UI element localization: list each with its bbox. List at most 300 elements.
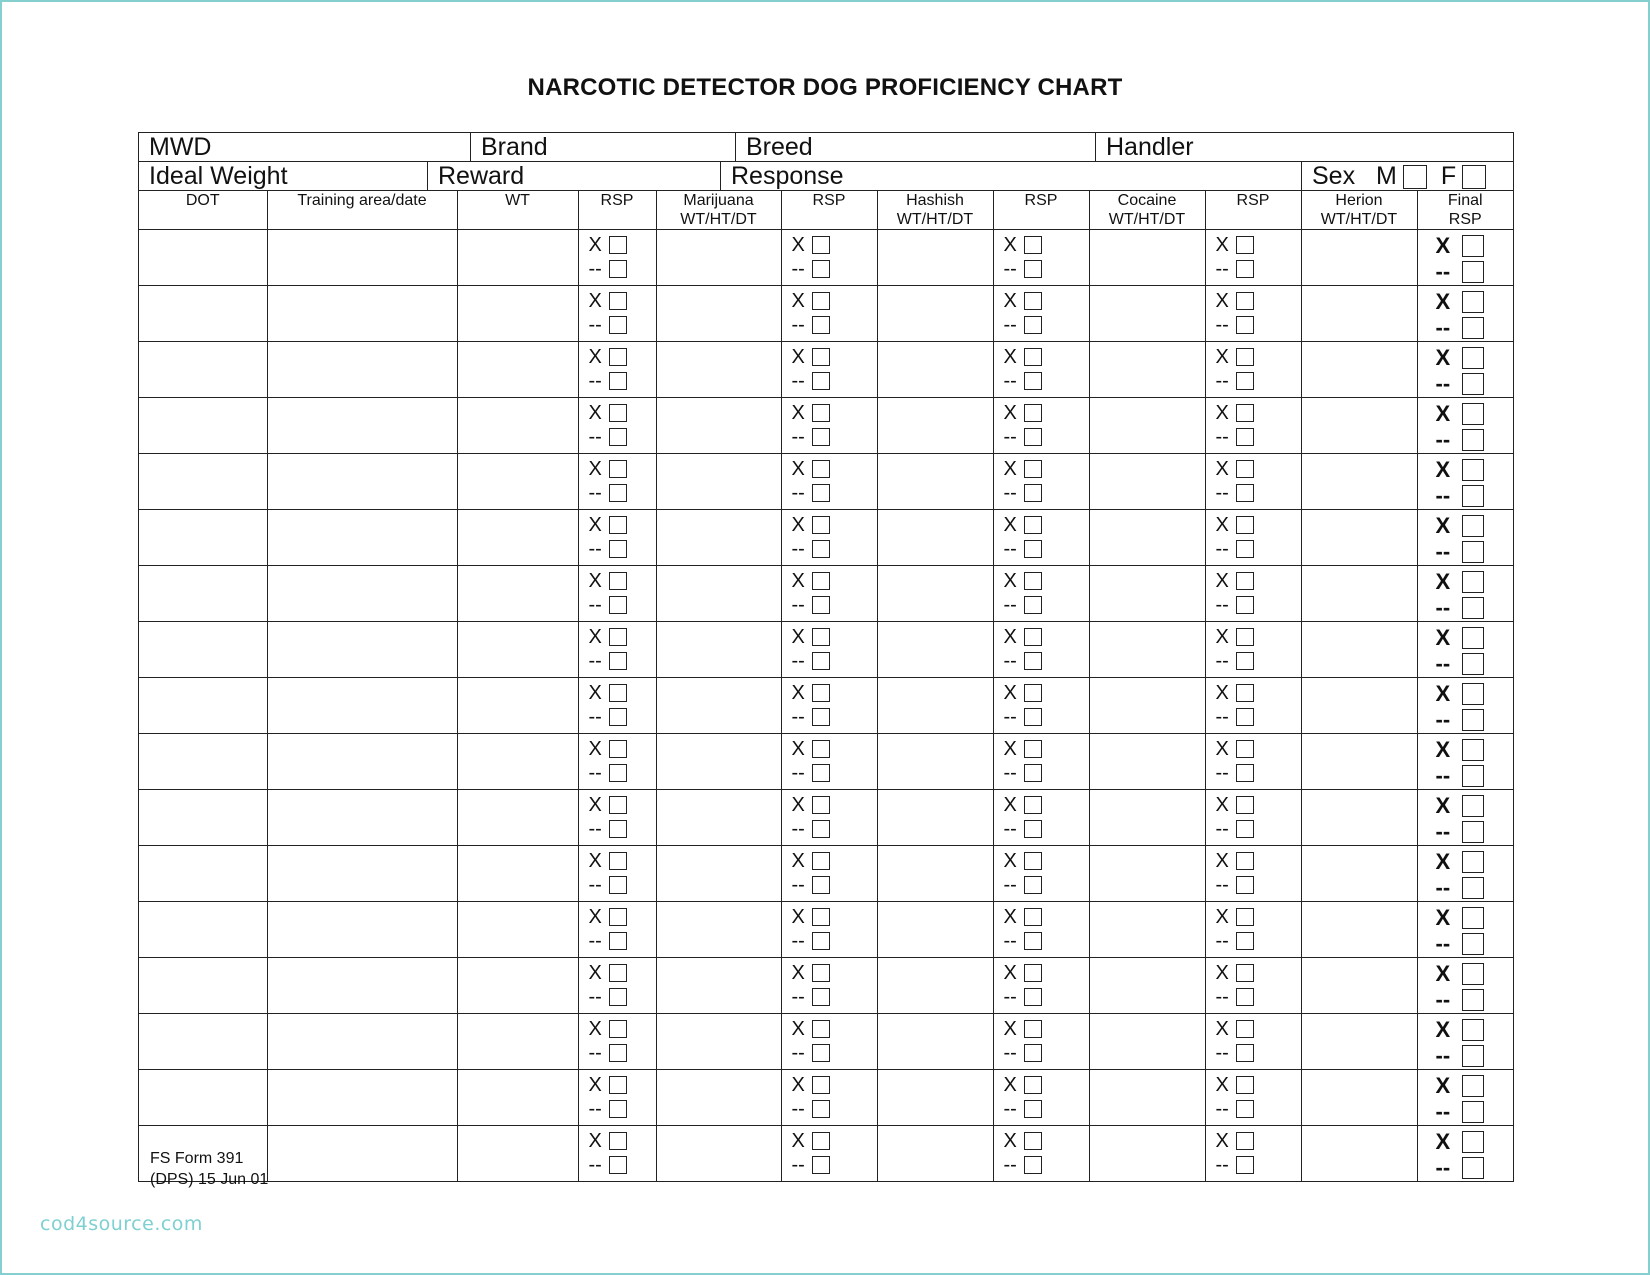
entry-cell[interactable] [877, 510, 993, 566]
entry-cell[interactable] [656, 1014, 781, 1070]
entry-cell[interactable] [656, 230, 781, 286]
negative-checkbox[interactable] [609, 932, 627, 950]
positive-checkbox[interactable] [609, 348, 627, 366]
entry-cell[interactable] [656, 510, 781, 566]
positive-checkbox[interactable] [1462, 1019, 1484, 1041]
entry-cell[interactable] [267, 1126, 457, 1182]
handler-field[interactable]: Handler [1106, 133, 1194, 161]
negative-checkbox[interactable] [1236, 1100, 1254, 1118]
entry-cell[interactable] [1089, 1070, 1205, 1126]
negative-checkbox[interactable] [1462, 485, 1484, 507]
negative-mark: -- [791, 985, 805, 1008]
positive-checkbox[interactable] [1462, 571, 1484, 593]
negative-checkbox[interactable] [812, 652, 830, 670]
negative-checkbox[interactable] [1236, 988, 1254, 1006]
entry-cell[interactable] [1301, 510, 1417, 566]
entry-cell[interactable] [139, 1070, 267, 1126]
positive-checkbox[interactable] [1024, 1020, 1042, 1038]
negative-checkbox[interactable] [1024, 484, 1042, 502]
entry-cell[interactable] [1089, 342, 1205, 398]
negative-checkbox[interactable] [812, 484, 830, 502]
reward-field[interactable]: Reward [428, 162, 721, 190]
positive-checkbox[interactable] [1462, 459, 1484, 481]
entry-cell[interactable] [1301, 790, 1417, 846]
entry-cell[interactable] [139, 510, 267, 566]
entry-cell[interactable] [267, 622, 457, 678]
entry-cell[interactable] [267, 510, 457, 566]
negative-checkbox[interactable] [1462, 1045, 1484, 1067]
positive-checkbox[interactable] [812, 516, 830, 534]
entry-cell[interactable] [877, 1126, 993, 1182]
negative-checkbox[interactable] [1462, 709, 1484, 731]
negative-checkbox[interactable] [1024, 316, 1042, 334]
entry-cell[interactable] [656, 1070, 781, 1126]
negative-checkbox[interactable] [1462, 317, 1484, 339]
form-date: (DPS) 15 Jun 01 [150, 1171, 269, 1188]
entry-cell[interactable] [139, 734, 267, 790]
entry-cell[interactable] [1089, 286, 1205, 342]
entry-cell[interactable] [1089, 1126, 1205, 1182]
positive-checkbox[interactable] [1236, 684, 1254, 702]
positive-checkbox[interactable] [812, 292, 830, 310]
entry-cell[interactable] [1301, 342, 1417, 398]
positive-checkbox[interactable] [609, 964, 627, 982]
entry-cell[interactable] [656, 454, 781, 510]
entry-cell[interactable] [656, 734, 781, 790]
positive-checkbox[interactable] [1462, 739, 1484, 761]
negative-checkbox[interactable] [812, 596, 830, 614]
positive-checkbox[interactable] [1236, 404, 1254, 422]
positive-checkbox[interactable] [1024, 964, 1042, 982]
entry-cell[interactable] [267, 902, 457, 958]
entry-cell[interactable] [1089, 566, 1205, 622]
positive-checkbox[interactable] [1236, 1020, 1254, 1038]
entry-cell[interactable] [656, 286, 781, 342]
positive-checkbox[interactable] [1024, 460, 1042, 478]
entry-cell[interactable] [656, 678, 781, 734]
entry-cell[interactable] [1301, 398, 1417, 454]
entry-cell[interactable] [457, 566, 578, 622]
positive-checkbox[interactable] [812, 404, 830, 422]
negative-checkbox[interactable] [812, 428, 830, 446]
positive-checkbox[interactable] [1462, 1131, 1484, 1153]
entry-cell[interactable] [457, 398, 578, 454]
entry-cell[interactable] [457, 734, 578, 790]
entry-cell[interactable] [139, 846, 267, 902]
entry-cell[interactable] [457, 1126, 578, 1182]
entry-cell[interactable] [267, 454, 457, 510]
positive-checkbox[interactable] [812, 460, 830, 478]
positive-checkbox[interactable] [1024, 852, 1042, 870]
entry-cell[interactable] [877, 958, 993, 1014]
positive-checkbox[interactable] [609, 460, 627, 478]
entry-cell[interactable] [656, 342, 781, 398]
negative-checkbox[interactable] [1236, 1044, 1254, 1062]
entry-cell[interactable] [1301, 734, 1417, 790]
entry-cell[interactable] [267, 734, 457, 790]
entry-cell[interactable] [1301, 902, 1417, 958]
entry-cell[interactable] [877, 566, 993, 622]
negative-checkbox[interactable] [609, 316, 627, 334]
positive-checkbox[interactable] [1024, 292, 1042, 310]
negative-checkbox[interactable] [1024, 596, 1042, 614]
positive-checkbox[interactable] [1024, 628, 1042, 646]
entry-cell[interactable] [457, 790, 578, 846]
entry-cell[interactable] [1301, 846, 1417, 902]
entry-cell[interactable] [1089, 510, 1205, 566]
entry-cell[interactable] [267, 342, 457, 398]
entry-cell[interactable] [1089, 230, 1205, 286]
positive-checkbox[interactable] [609, 796, 627, 814]
negative-checkbox[interactable] [1024, 372, 1042, 390]
entry-cell[interactable] [877, 678, 993, 734]
positive-checkbox[interactable] [1462, 683, 1484, 705]
negative-checkbox[interactable] [1236, 316, 1254, 334]
negative-checkbox[interactable] [1236, 820, 1254, 838]
entry-cell[interactable] [877, 734, 993, 790]
positive-checkbox[interactable] [1236, 460, 1254, 478]
negative-checkbox[interactable] [609, 260, 627, 278]
entry-cell[interactable] [1301, 454, 1417, 510]
positive-checkbox[interactable] [1462, 235, 1484, 257]
entry-cell[interactable] [656, 958, 781, 1014]
negative-checkbox[interactable] [812, 820, 830, 838]
negative-checkbox[interactable] [1236, 1156, 1254, 1174]
positive-checkbox[interactable] [609, 1132, 627, 1150]
entry-cell[interactable] [457, 510, 578, 566]
positive-checkbox[interactable] [1462, 403, 1484, 425]
entry-cell[interactable] [877, 1070, 993, 1126]
positive-checkbox[interactable] [1462, 851, 1484, 873]
negative-checkbox[interactable] [1462, 373, 1484, 395]
negative-checkbox[interactable] [1024, 1156, 1042, 1174]
entry-cell[interactable] [1301, 622, 1417, 678]
entry-cell[interactable] [656, 902, 781, 958]
positive-checkbox[interactable] [609, 404, 627, 422]
entry-cell[interactable] [1301, 1126, 1417, 1182]
negative-checkbox[interactable] [1236, 540, 1254, 558]
negative-checkbox[interactable] [609, 708, 627, 726]
negative-checkbox[interactable] [609, 1100, 627, 1118]
positive-checkbox[interactable] [812, 1020, 830, 1038]
positive-checkbox[interactable] [1024, 740, 1042, 758]
entry-cell[interactable] [267, 398, 457, 454]
negative-mark: -- [791, 705, 805, 728]
entry-cell[interactable] [1089, 622, 1205, 678]
positive-checkbox[interactable] [609, 852, 627, 870]
entry-cell[interactable] [139, 566, 267, 622]
negative-checkbox[interactable] [1024, 260, 1042, 278]
negative-checkbox[interactable] [1462, 821, 1484, 843]
negative-checkbox[interactable] [609, 540, 627, 558]
entry-cell[interactable] [1089, 902, 1205, 958]
entry-cell[interactable] [457, 846, 578, 902]
entry-cell[interactable] [457, 1014, 578, 1070]
negative-checkbox[interactable] [1024, 1100, 1042, 1118]
entry-cell[interactable] [877, 1014, 993, 1070]
positive-checkbox[interactable] [1462, 291, 1484, 313]
positive-checkbox[interactable] [609, 684, 627, 702]
entry-cell[interactable] [139, 454, 267, 510]
negative-checkbox[interactable] [1462, 933, 1484, 955]
entry-cell[interactable] [457, 678, 578, 734]
entry-cell[interactable] [457, 902, 578, 958]
entry-cell[interactable] [267, 678, 457, 734]
negative-checkbox[interactable] [812, 708, 830, 726]
male-checkbox[interactable] [1403, 165, 1427, 189]
positive-checkbox[interactable] [1462, 795, 1484, 817]
negative-checkbox[interactable] [1024, 988, 1042, 1006]
response-field[interactable]: Response [721, 162, 1302, 190]
female-checkbox[interactable] [1462, 165, 1486, 189]
entry-cell[interactable] [1301, 958, 1417, 1014]
positive-checkbox[interactable] [609, 1020, 627, 1038]
positive-checkbox[interactable] [1024, 908, 1042, 926]
entry-cell[interactable] [457, 1070, 578, 1126]
entry-cell[interactable] [139, 398, 267, 454]
positive-checkbox[interactable] [812, 684, 830, 702]
negative-checkbox[interactable] [812, 540, 830, 558]
entry-cell[interactable] [139, 1014, 267, 1070]
negative-checkbox[interactable] [1024, 708, 1042, 726]
positive-checkbox[interactable] [1024, 796, 1042, 814]
negative-checkbox[interactable] [1236, 260, 1254, 278]
negative-checkbox[interactable] [1462, 765, 1484, 787]
positive-checkbox[interactable] [609, 628, 627, 646]
positive-checkbox[interactable] [1236, 236, 1254, 254]
entry-cell[interactable] [1301, 1070, 1417, 1126]
positive-checkbox[interactable] [1236, 740, 1254, 758]
entry-cell[interactable] [1089, 790, 1205, 846]
entry-cell[interactable] [457, 454, 578, 510]
entry-cell[interactable] [877, 230, 993, 286]
negative-checkbox[interactable] [1024, 820, 1042, 838]
entry-cell[interactable] [267, 1070, 457, 1126]
ideal-weight-field[interactable]: Ideal Weight [139, 162, 428, 190]
positive-checkbox[interactable] [1236, 852, 1254, 870]
positive-checkbox[interactable] [812, 1132, 830, 1150]
entry-cell[interactable] [139, 678, 267, 734]
entry-cell[interactable] [656, 566, 781, 622]
negative-checkbox[interactable] [609, 428, 627, 446]
positive-checkbox[interactable] [812, 628, 830, 646]
entry-cell[interactable] [877, 846, 993, 902]
negative-checkbox[interactable] [812, 260, 830, 278]
positive-checkbox[interactable] [812, 852, 830, 870]
positive-checkbox[interactable] [1462, 907, 1484, 929]
positive-checkbox[interactable] [812, 964, 830, 982]
negative-checkbox[interactable] [1236, 484, 1254, 502]
entry-cell[interactable] [139, 622, 267, 678]
positive-checkbox[interactable] [1462, 347, 1484, 369]
positive-checkbox[interactable] [812, 572, 830, 590]
entry-cell[interactable] [139, 342, 267, 398]
entry-cell[interactable] [656, 790, 781, 846]
negative-checkbox[interactable] [1236, 652, 1254, 670]
entry-cell[interactable] [457, 230, 578, 286]
negative-checkbox[interactable] [812, 764, 830, 782]
negative-checkbox[interactable] [812, 988, 830, 1006]
positive-checkbox[interactable] [609, 572, 627, 590]
negative-checkbox[interactable] [1462, 1101, 1484, 1123]
entry-cell[interactable] [267, 286, 457, 342]
entry-cell[interactable] [139, 902, 267, 958]
negative-checkbox[interactable] [1462, 597, 1484, 619]
entry-cell[interactable] [1089, 678, 1205, 734]
negative-checkbox[interactable] [1236, 428, 1254, 446]
positive-checkbox[interactable] [1462, 1075, 1484, 1097]
entry-cell[interactable] [877, 342, 993, 398]
negative-checkbox[interactable] [609, 372, 627, 390]
positive-checkbox[interactable] [609, 236, 627, 254]
brand-field[interactable]: Brand [471, 133, 736, 161]
entry-cell[interactable] [267, 958, 457, 1014]
entry-cell[interactable] [139, 958, 267, 1014]
entry-cell[interactable] [267, 790, 457, 846]
positive-checkbox[interactable] [609, 1076, 627, 1094]
positive-checkbox[interactable] [1024, 684, 1042, 702]
negative-checkbox[interactable] [1236, 708, 1254, 726]
positive-checkbox[interactable] [1236, 1132, 1254, 1150]
entry-cell[interactable] [1089, 398, 1205, 454]
entry-cell[interactable] [656, 1126, 781, 1182]
positive-checkbox[interactable] [1024, 348, 1042, 366]
entry-cell[interactable] [877, 398, 993, 454]
negative-checkbox[interactable] [812, 1156, 830, 1174]
positive-checkbox[interactable] [1236, 908, 1254, 926]
entry-cell[interactable] [267, 230, 457, 286]
negative-checkbox[interactable] [812, 372, 830, 390]
positive-checkbox[interactable] [1024, 572, 1042, 590]
entry-cell[interactable] [1089, 1014, 1205, 1070]
negative-checkbox[interactable] [1462, 541, 1484, 563]
entry-cell[interactable] [1089, 846, 1205, 902]
positive-checkbox[interactable] [1024, 236, 1042, 254]
negative-checkbox[interactable] [1024, 1044, 1042, 1062]
entry-cell[interactable] [1301, 566, 1417, 622]
positive-checkbox[interactable] [1024, 1076, 1042, 1094]
entry-cell[interactable] [267, 566, 457, 622]
negative-checkbox[interactable] [812, 1044, 830, 1062]
negative-checkbox[interactable] [1236, 932, 1254, 950]
positive-checkbox[interactable] [1024, 516, 1042, 534]
negative-checkbox[interactable] [1462, 1157, 1484, 1179]
negative-checkbox[interactable] [1024, 540, 1042, 558]
positive-checkbox[interactable] [1462, 515, 1484, 537]
negative-checkbox[interactable] [1024, 932, 1042, 950]
negative-checkbox[interactable] [812, 876, 830, 894]
entry-cell[interactable] [1089, 958, 1205, 1014]
negative-checkbox[interactable] [1236, 764, 1254, 782]
negative-checkbox[interactable] [609, 764, 627, 782]
entry-cell[interactable] [267, 846, 457, 902]
entry-cell[interactable] [877, 622, 993, 678]
entry-cell[interactable] [877, 286, 993, 342]
positive-checkbox[interactable] [1462, 963, 1484, 985]
entry-cell[interactable] [457, 286, 578, 342]
negative-checkbox[interactable] [1024, 876, 1042, 894]
negative-checkbox[interactable] [1462, 429, 1484, 451]
negative-checkbox[interactable] [1024, 428, 1042, 446]
entry-cell[interactable] [1089, 454, 1205, 510]
positive-checkbox[interactable] [812, 796, 830, 814]
entry-cell[interactable] [1301, 1014, 1417, 1070]
positive-checkbox[interactable] [609, 292, 627, 310]
negative-checkbox[interactable] [609, 988, 627, 1006]
negative-checkbox[interactable] [609, 820, 627, 838]
negative-checkbox[interactable] [609, 484, 627, 502]
entry-cell[interactable] [877, 790, 993, 846]
positive-checkbox[interactable] [1236, 964, 1254, 982]
entry-cell[interactable] [457, 958, 578, 1014]
entry-cell[interactable] [656, 622, 781, 678]
entry-cell[interactable] [139, 286, 267, 342]
entry-cell[interactable] [877, 902, 993, 958]
positive-checkbox[interactable] [1236, 348, 1254, 366]
negative-checkbox[interactable] [609, 596, 627, 614]
entry-cell[interactable] [139, 790, 267, 846]
negative-checkbox[interactable] [609, 652, 627, 670]
negative-checkbox[interactable] [1462, 261, 1484, 283]
positive-checkbox[interactable] [812, 908, 830, 926]
positive-checkbox[interactable] [812, 236, 830, 254]
entry-cell[interactable] [457, 342, 578, 398]
negative-checkbox[interactable] [1462, 989, 1484, 1011]
positive-checkbox[interactable] [1024, 404, 1042, 422]
entry-cell[interactable] [656, 846, 781, 902]
negative-checkbox[interactable] [1024, 764, 1042, 782]
positive-checkbox[interactable] [1236, 628, 1254, 646]
positive-checkbox[interactable] [1236, 572, 1254, 590]
positive-checkbox[interactable] [1236, 796, 1254, 814]
positive-checkbox[interactable] [609, 740, 627, 758]
entry-cell[interactable] [1089, 734, 1205, 790]
entry-cell[interactable] [139, 230, 267, 286]
positive-checkbox[interactable] [1024, 1132, 1042, 1150]
positive-checkbox[interactable] [812, 348, 830, 366]
positive-checkbox[interactable] [1462, 627, 1484, 649]
negative-checkbox[interactable] [1236, 876, 1254, 894]
entry-cell[interactable] [1301, 678, 1417, 734]
negative-checkbox[interactable] [812, 932, 830, 950]
positive-checkbox[interactable] [1236, 292, 1254, 310]
positive-checkbox[interactable] [1236, 516, 1254, 534]
negative-checkbox[interactable] [812, 1100, 830, 1118]
negative-checkbox[interactable] [1236, 596, 1254, 614]
negative-checkbox[interactable] [1462, 877, 1484, 899]
entry-cell[interactable] [1301, 286, 1417, 342]
positive-checkbox[interactable] [812, 740, 830, 758]
negative-checkbox[interactable] [609, 1156, 627, 1174]
negative-checkbox[interactable] [1462, 653, 1484, 675]
mwd-field[interactable]: MWD [139, 133, 471, 161]
breed-field[interactable]: Breed [736, 133, 1096, 161]
negative-checkbox[interactable] [1024, 652, 1042, 670]
negative-checkbox[interactable] [812, 316, 830, 334]
entry-cell[interactable] [457, 622, 578, 678]
positive-checkbox[interactable] [609, 516, 627, 534]
positive-checkbox[interactable] [1236, 1076, 1254, 1094]
entry-cell[interactable] [656, 398, 781, 454]
negative-checkbox[interactable] [1236, 372, 1254, 390]
entry-cell[interactable] [1301, 230, 1417, 286]
negative-checkbox[interactable] [609, 876, 627, 894]
negative-checkbox[interactable] [609, 1044, 627, 1062]
entry-cell[interactable] [877, 454, 993, 510]
entry-cell[interactable] [267, 1014, 457, 1070]
positive-checkbox[interactable] [609, 908, 627, 926]
positive-checkbox[interactable] [812, 1076, 830, 1094]
